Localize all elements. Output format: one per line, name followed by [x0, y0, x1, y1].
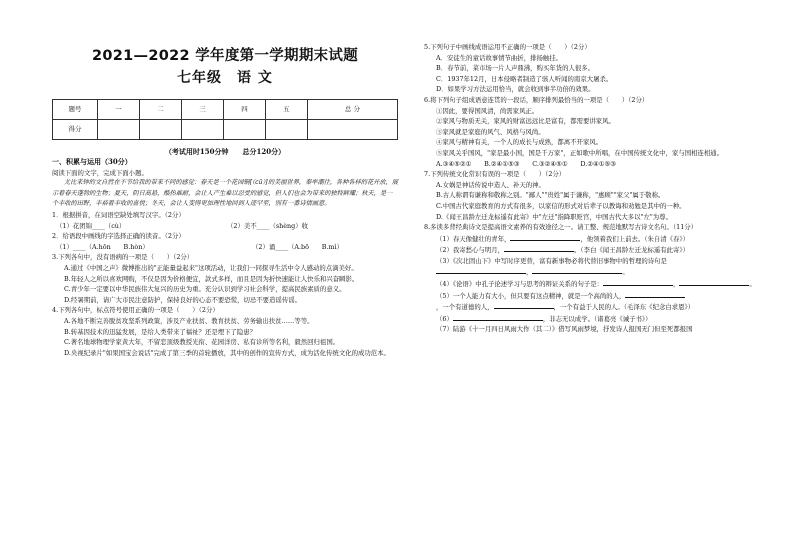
question-8-line — [424, 290, 776, 302]
question-8-line — [424, 244, 776, 256]
question-8-text: 。（李白《闻王昌龄左迁龙标遥有此寄》） — [573, 246, 690, 255]
score-table-header: 四 — [223, 100, 265, 120]
reading-passage: 尤比来钟的文自然在不节给我的带来不同的感觉：春天是一个花园铜[（cū）]的美丽世界，秦率潮往，各种各样的花开放，展示着春天蓬勃的生物；夏天，阴日高悬，酷热难耐，会让人产生难以忍受的感觉，但人们也会为带来的独特鲜耀；秋天，是一个丰收的田野，丰裕着丰收的喜悦；冬天，会让人变得更加理性地回到人迹罕至，别有一番诗情画意。 — [52, 179, 398, 208]
score-cell — [139, 120, 181, 140]
question-8-text: ，一个有道德的人， — [436, 303, 494, 312]
question-8-text: （7）陆游《十一月四日风雨大作（其二）》借写风雨梦境，抒发诗人报国无门但至死都报国 — [436, 325, 693, 334]
question-7: 7.下列传统文化常识有误的一项是（ ）（2分） — [424, 170, 566, 179]
question-8-line: ， 。 — [424, 266, 776, 278]
score-cell — [265, 120, 307, 140]
question-8-text: （1）春天像健壮的青年， — [436, 234, 511, 243]
question-8-text: （5）一个人能力有大小，但只要有这点精神，就是一个高尚的人， — [436, 291, 626, 300]
question-8-text: ，一个有益于人民的人。（毛泽东《纪念白求恩》） — [553, 303, 695, 312]
score-table-header: 一 — [98, 100, 140, 120]
question-8-line — [424, 233, 776, 245]
question-1-items — [52, 221, 398, 232]
question-2-item: （2）诵____（A.bō B.mì） — [252, 242, 343, 251]
answer-blank[interactable] — [510, 233, 580, 241]
question-8-text: ，非志无以成学。（诸葛亮《诫子书》） — [542, 314, 652, 323]
answer-blank[interactable] — [436, 266, 526, 274]
answer-blank[interactable] — [504, 244, 574, 252]
score-table-header: 五 — [265, 100, 307, 120]
question-1-item: （1）花团锦____（cù） — [56, 221, 126, 230]
score-table-header-row — [53, 100, 398, 120]
answer-blank[interactable] — [679, 278, 749, 286]
question-3-option: B.年轻人之所以喜欢网购，不仅是因为价格便宜，款式多样，而且是因为折快速能让人快乐和兴奋瞬影。 — [64, 274, 359, 283]
section-intro: 阅读下面的文字，完成下面小题。 — [52, 168, 148, 177]
score-table-header: 题号 — [53, 100, 98, 120]
question-8-text: （6） — [436, 314, 453, 323]
question-3: 3.下列各句中，没有语病的一项是（ ）（2分） — [52, 253, 194, 262]
question-4-option: B.转基因技术的迅猛发展，是给人类带来了福祉？还是埋下了隐患？ — [64, 327, 257, 336]
section-title: 一、积累与运用（30分） — [52, 157, 132, 166]
question-6: 6.将下列句子组成语意连贯的一段话，顺序排列最恰当的一项是（ ）（2分） — [424, 95, 649, 104]
question-2-items — [52, 242, 398, 253]
question-6-sentence: ②家风与物质无关，家风的财富远远比是富有，都需要讲家风。 — [436, 117, 615, 126]
question-7-option: D.《闻王昌龄左迁龙标遥有此寄》中"左迁"指降职贬官，中国古代大多以"左"为尊。 — [436, 212, 672, 221]
question-8-line — [424, 301, 776, 313]
question-2-item: （1）____（A.hōn B.hòn） — [56, 242, 149, 251]
score-cell — [223, 120, 265, 140]
question-4-option: D.央视纪录片"如果国宝会说话"完成了第三季的首轮播放，其中的创作的宣传方式，成为活化传统文化的成功范本。 — [64, 348, 390, 357]
answer-blank[interactable] — [453, 313, 543, 321]
question-6-sentence: ④家风与精神有关，一个人的成长与成熟，都离不开家风。 — [436, 138, 603, 147]
score-cell — [98, 120, 140, 140]
score-table-header: 总 分 — [307, 100, 397, 120]
question-7-option: B.古人称谓有谦称和敬称之别。"鄙人""贵姓"属于谦称，"惠顾""家父"属于敬称。 — [436, 191, 665, 200]
score-table — [52, 99, 398, 140]
score-cell — [307, 120, 397, 140]
question-4-option: A.各地不断完善脱贫攻坚系列政策，涉及产业扶贫、教育扶贫、劳务输出扶贫……等等。 — [64, 316, 314, 325]
exam-info: （考试用时150分钟 总分120分） — [164, 147, 286, 156]
score-cell — [181, 120, 223, 140]
question-8-text: （3）《次北固山下》中写时序更替，富有新事物必将代替旧事物中的哲理的诗句是 — [436, 256, 667, 265]
question-4-option: C.著名地球物理学家黄大年，不留恋顶级教授光衔、花园洋房、私有诊所等名利，毅然回归祖国。 — [64, 338, 340, 347]
question-4: 4.下列各句中，标点符号使用正确的一项是（ ）（2分） — [52, 306, 219, 315]
answer-blank[interactable] — [625, 290, 685, 298]
question-8: 8.多读多背经典诗文是提高语文素养的有效途径之一。请工整、规范地默写古诗文名句。（11分） — [424, 223, 698, 232]
right-column — [424, 42, 776, 335]
question-3-option: D.经暑期前，请广大市民注意防护，保持良好的心态不要恐慌，切忌不要造谣传谣。 — [64, 295, 301, 304]
question-5-option: C．1937年12月，日本侵略者制造了骇人听闻的南京大屠杀。 — [436, 74, 613, 83]
question-6-options: A.③④⑤②① B.②④①⑤③ C.③②④⑤① D.②④①⑤③ — [436, 159, 616, 168]
question-8-line: （4）《论语》中孔子论述学习与思考的辩证关系的句子是： ， 。 — [436, 280, 756, 289]
question-6-sentence: ①因此，要得国风清，尚需家风正。 — [436, 106, 539, 115]
exam-subtitle: 七年级 语 文 — [177, 70, 273, 86]
score-table-header: 二 — [139, 100, 181, 120]
question-3-option: C.青少年一定要以中华民族伟大复兴的历史为重。充分认识到学习社会科学，提高民族素质的意义。 — [64, 285, 346, 294]
question-8-text: （2）我寄愁心与明月， — [436, 246, 504, 255]
answer-blank[interactable] — [603, 278, 673, 286]
question-8-text: （4）《论语》中孔子论述学习与思考的辩证关系的句子是： — [436, 280, 604, 289]
question-8-line — [424, 324, 776, 335]
question-6-sentence: ③家风就是家庭的风气、风格与风尚。 — [436, 127, 545, 136]
question-5-option: D．如果学习方法运用恰当，就会收到事半功倍的效果。 — [436, 85, 595, 94]
exam-title: 2021—2022 学年度第一学期期末试题 — [91, 48, 359, 64]
question-8-line — [424, 313, 776, 325]
score-row-label: 得分 — [53, 120, 98, 140]
question-5: 5.下列句子中画线成语运用不正确的一项是（ ）（2分） — [424, 43, 591, 51]
question-1-item: （2）美不____（shèng）收 — [227, 221, 308, 230]
question-5-option: A．安徒生的童话故事情节曲折，排扬触挂。 — [436, 53, 563, 62]
question-7-option: A.女娲是神话传说中造人、补天的神。 — [436, 180, 545, 189]
question-5-option: B．春节前，菜市场一片人声鼎沸，购买年货的人很多。 — [436, 64, 595, 73]
question-1: 1．根据拼音，在词语空缺处填写汉字。（2分） — [52, 210, 185, 219]
answer-blank[interactable] — [494, 301, 554, 309]
question-3-option: A.通过《中国之声》微博推出的"正能量益起来"这项活动，让我们一同探寻生活中令人感动的点滴美好。 — [64, 263, 358, 272]
left-column — [52, 0, 398, 358]
question-2: 2．给语段中画线的字选择正确的读音。（2分） — [52, 232, 185, 241]
answer-blank[interactable] — [532, 266, 622, 274]
score-table-score-row — [53, 120, 398, 140]
question-8-line — [424, 256, 776, 267]
question-7-option: C.中国古代家庭教育的方式有很多，以家信的形式对后辈子以教诲和劝勉是其中的一种。 — [436, 201, 686, 210]
score-table-header: 三 — [181, 100, 223, 120]
question-8-text: ，他领着我们上前去。（朱自清《春》） — [580, 234, 690, 243]
question-6-sentence: ⑤家风关乎国风，"家是最小国，国是千万家"，正如歌中所唱，在中国传统文化中，家与国相连相通。 — [436, 148, 724, 157]
